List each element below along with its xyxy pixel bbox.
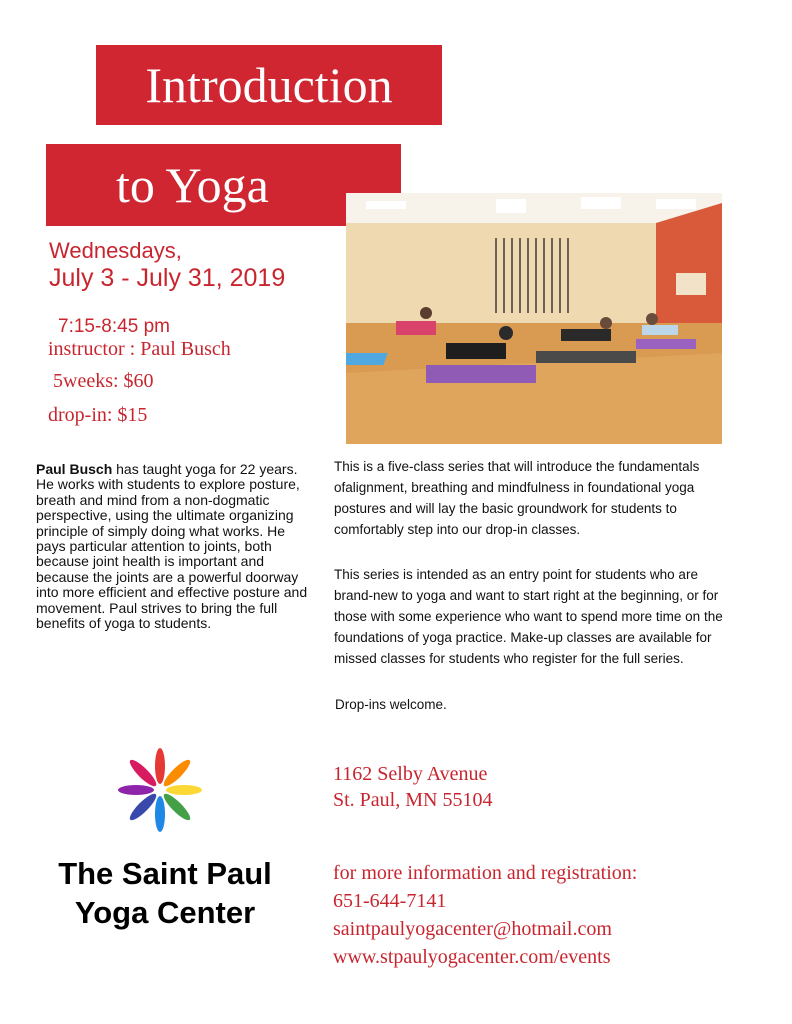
instructor-bio [36,462,316,631]
instructor: instructor : Paul Busch [48,338,231,360]
bio-name: Paul Busch [36,461,113,477]
address-line-2: St. Paul, MN 55104 [333,789,493,811]
title-line-1: Introduction [96,45,442,125]
series-price: 5weeks: $60 [53,370,154,392]
title-line-2: to Yoga [46,144,401,226]
email-link[interactable]: saintpaulyogacenter@hotmail.com [333,918,612,940]
yoga-class-photo [346,193,722,444]
yoga-center-logo-icon [116,744,204,834]
class-time: 7:15-8:45 pm [58,316,170,337]
description-paragraph-1: This is a five-class series that will introduce the fundamentals ofalignment, breathing and mindfulness in foundational yoga postures and will lay the basic groundwork for students to comfortably step into our drop-in classes. [334,459,700,537]
class-dates: July 3 - July 31, 2019 [49,264,286,292]
dropins-welcome: Drop-ins welcome. [335,697,447,712]
phone-number[interactable]: 651-644-7141 [333,890,447,912]
bio-text: has taught yoga for 22 years. He works with students to explore posture, breath and mind from a non-dogmatic perspective, using the ultimate organizing principle of simply doing what works. He pays particular attention to joints, both because joint health is important and because the joints are a powerful doorway into more efficient and effective posture and movement. Paul strives to bring the full benefits of yoga to students. [36,461,308,632]
logo-name-line-1: The Saint Paul [58,856,272,891]
logo-name-line-2: Yoga Center [74,895,256,930]
class-day: Wednesdays, [49,238,182,263]
address-line-1: 1162 Selby Avenue [333,763,488,785]
info-heading: for more information and registration: [333,862,638,884]
dropin-price: drop-in: $15 [48,404,148,426]
website-link[interactable]: www.stpaulyogacenter.com/events [333,946,611,968]
description-paragraph-2: This series is intended as an entry point for students who are brand-new to yoga and want to start right at the beginning, or for those with some experience who want to spend more time on the foundations of yoga practice. Make-up classes are available for missed classes for students who register for the full series. [334,567,723,666]
